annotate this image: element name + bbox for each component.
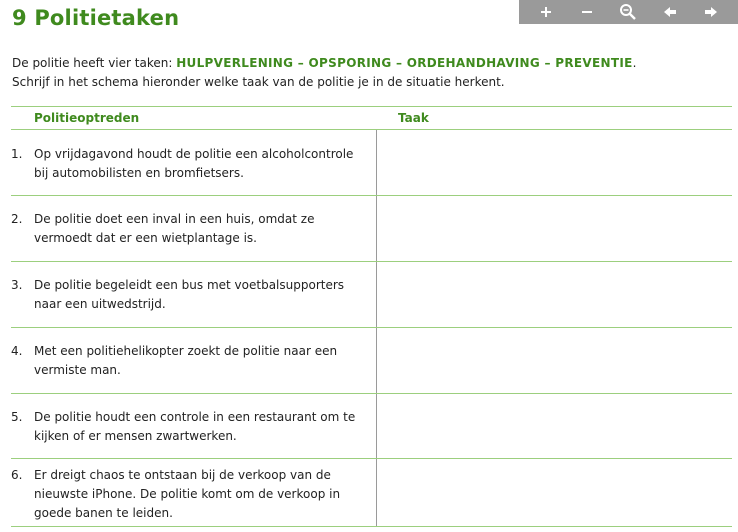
task-table — [11, 106, 732, 527]
answer-cell[interactable] — [377, 196, 732, 261]
row-description-line: kijken of er mensen zwartwerken. — [34, 429, 237, 443]
row-number: 3. — [11, 278, 23, 292]
row-number: 5. — [11, 410, 23, 424]
arrow-left-icon — [663, 6, 677, 18]
row-description-line: naar een uitwedstrijd. — [34, 297, 166, 311]
column-header-taak: Taak — [398, 111, 429, 125]
row-description-line: Er dreigt chaos te ontstaan bij de verkoop van de — [34, 468, 331, 482]
row-description-line: goede banen te leiden. — [34, 506, 173, 520]
row-description-line: De politie doet een inval in een huis, omdat ze — [34, 212, 315, 226]
row-description-line: De politie houdt een controle in een restaurant om te — [34, 410, 356, 424]
column-header-politieoptreden: Politieoptreden — [34, 111, 140, 125]
row-number: 4. — [11, 344, 23, 358]
row-description-line: Met een politiehelikopter zoekt de politie naar een — [34, 344, 338, 358]
minus-icon — [581, 6, 593, 18]
intro-line-2: Schrijf in het schema hieronder welke taak van de politie je in de situatie herkent. — [12, 75, 505, 89]
row-number: 6. — [11, 468, 23, 482]
magnifier-minus-icon — [619, 3, 637, 21]
row-description-line: nieuwste iPhone. De politie komt om de verkoop in — [34, 487, 341, 501]
intro-text — [12, 54, 732, 92]
arrow-right-icon — [704, 6, 718, 18]
answer-cell[interactable] — [377, 459, 732, 526]
zoom-out-button[interactable] — [573, 2, 601, 22]
row-description-line: bij automobilisten en bromfietsers. — [34, 166, 244, 180]
zoom-in-button[interactable] — [532, 2, 560, 22]
table-row — [11, 130, 732, 196]
row-description-line: Op vrijdagavond houdt de politie een alcoholcontrole — [34, 147, 354, 161]
table-row — [11, 328, 732, 394]
zoom-reset-button[interactable] — [614, 2, 642, 22]
next-page-button[interactable] — [697, 2, 725, 22]
row-description-line: De politie begeleidt een bus met voetbalsupporters — [34, 278, 345, 292]
table-header — [11, 106, 732, 130]
row-number: 1. — [11, 147, 23, 161]
intro-suffix: . — [632, 56, 637, 70]
police-tasks-list: HULPVERLENING – OPSPORING – ORDEHANDHAVING – PREVENTIE — [176, 56, 633, 70]
answer-cell[interactable] — [377, 130, 732, 195]
answer-cell[interactable] — [377, 262, 732, 327]
table-row — [11, 459, 732, 527]
previous-page-button[interactable] — [656, 2, 684, 22]
row-description-line: vermoedt dat er een wietplantage is. — [34, 231, 257, 245]
plus-icon — [540, 6, 552, 18]
answer-cell[interactable] — [377, 394, 732, 458]
row-description-line: vermiste man. — [34, 363, 121, 377]
intro-line-1 — [12, 54, 732, 73]
table-row — [11, 196, 732, 262]
row-number: 2. — [11, 212, 23, 226]
answer-cell[interactable] — [377, 328, 732, 393]
intro-prefix: De politie heeft vier taken: — [12, 56, 177, 70]
page-title: 9 Politietaken — [12, 6, 180, 30]
table-row — [11, 262, 732, 328]
viewer-toolbar — [519, 0, 738, 24]
table-row — [11, 394, 732, 459]
